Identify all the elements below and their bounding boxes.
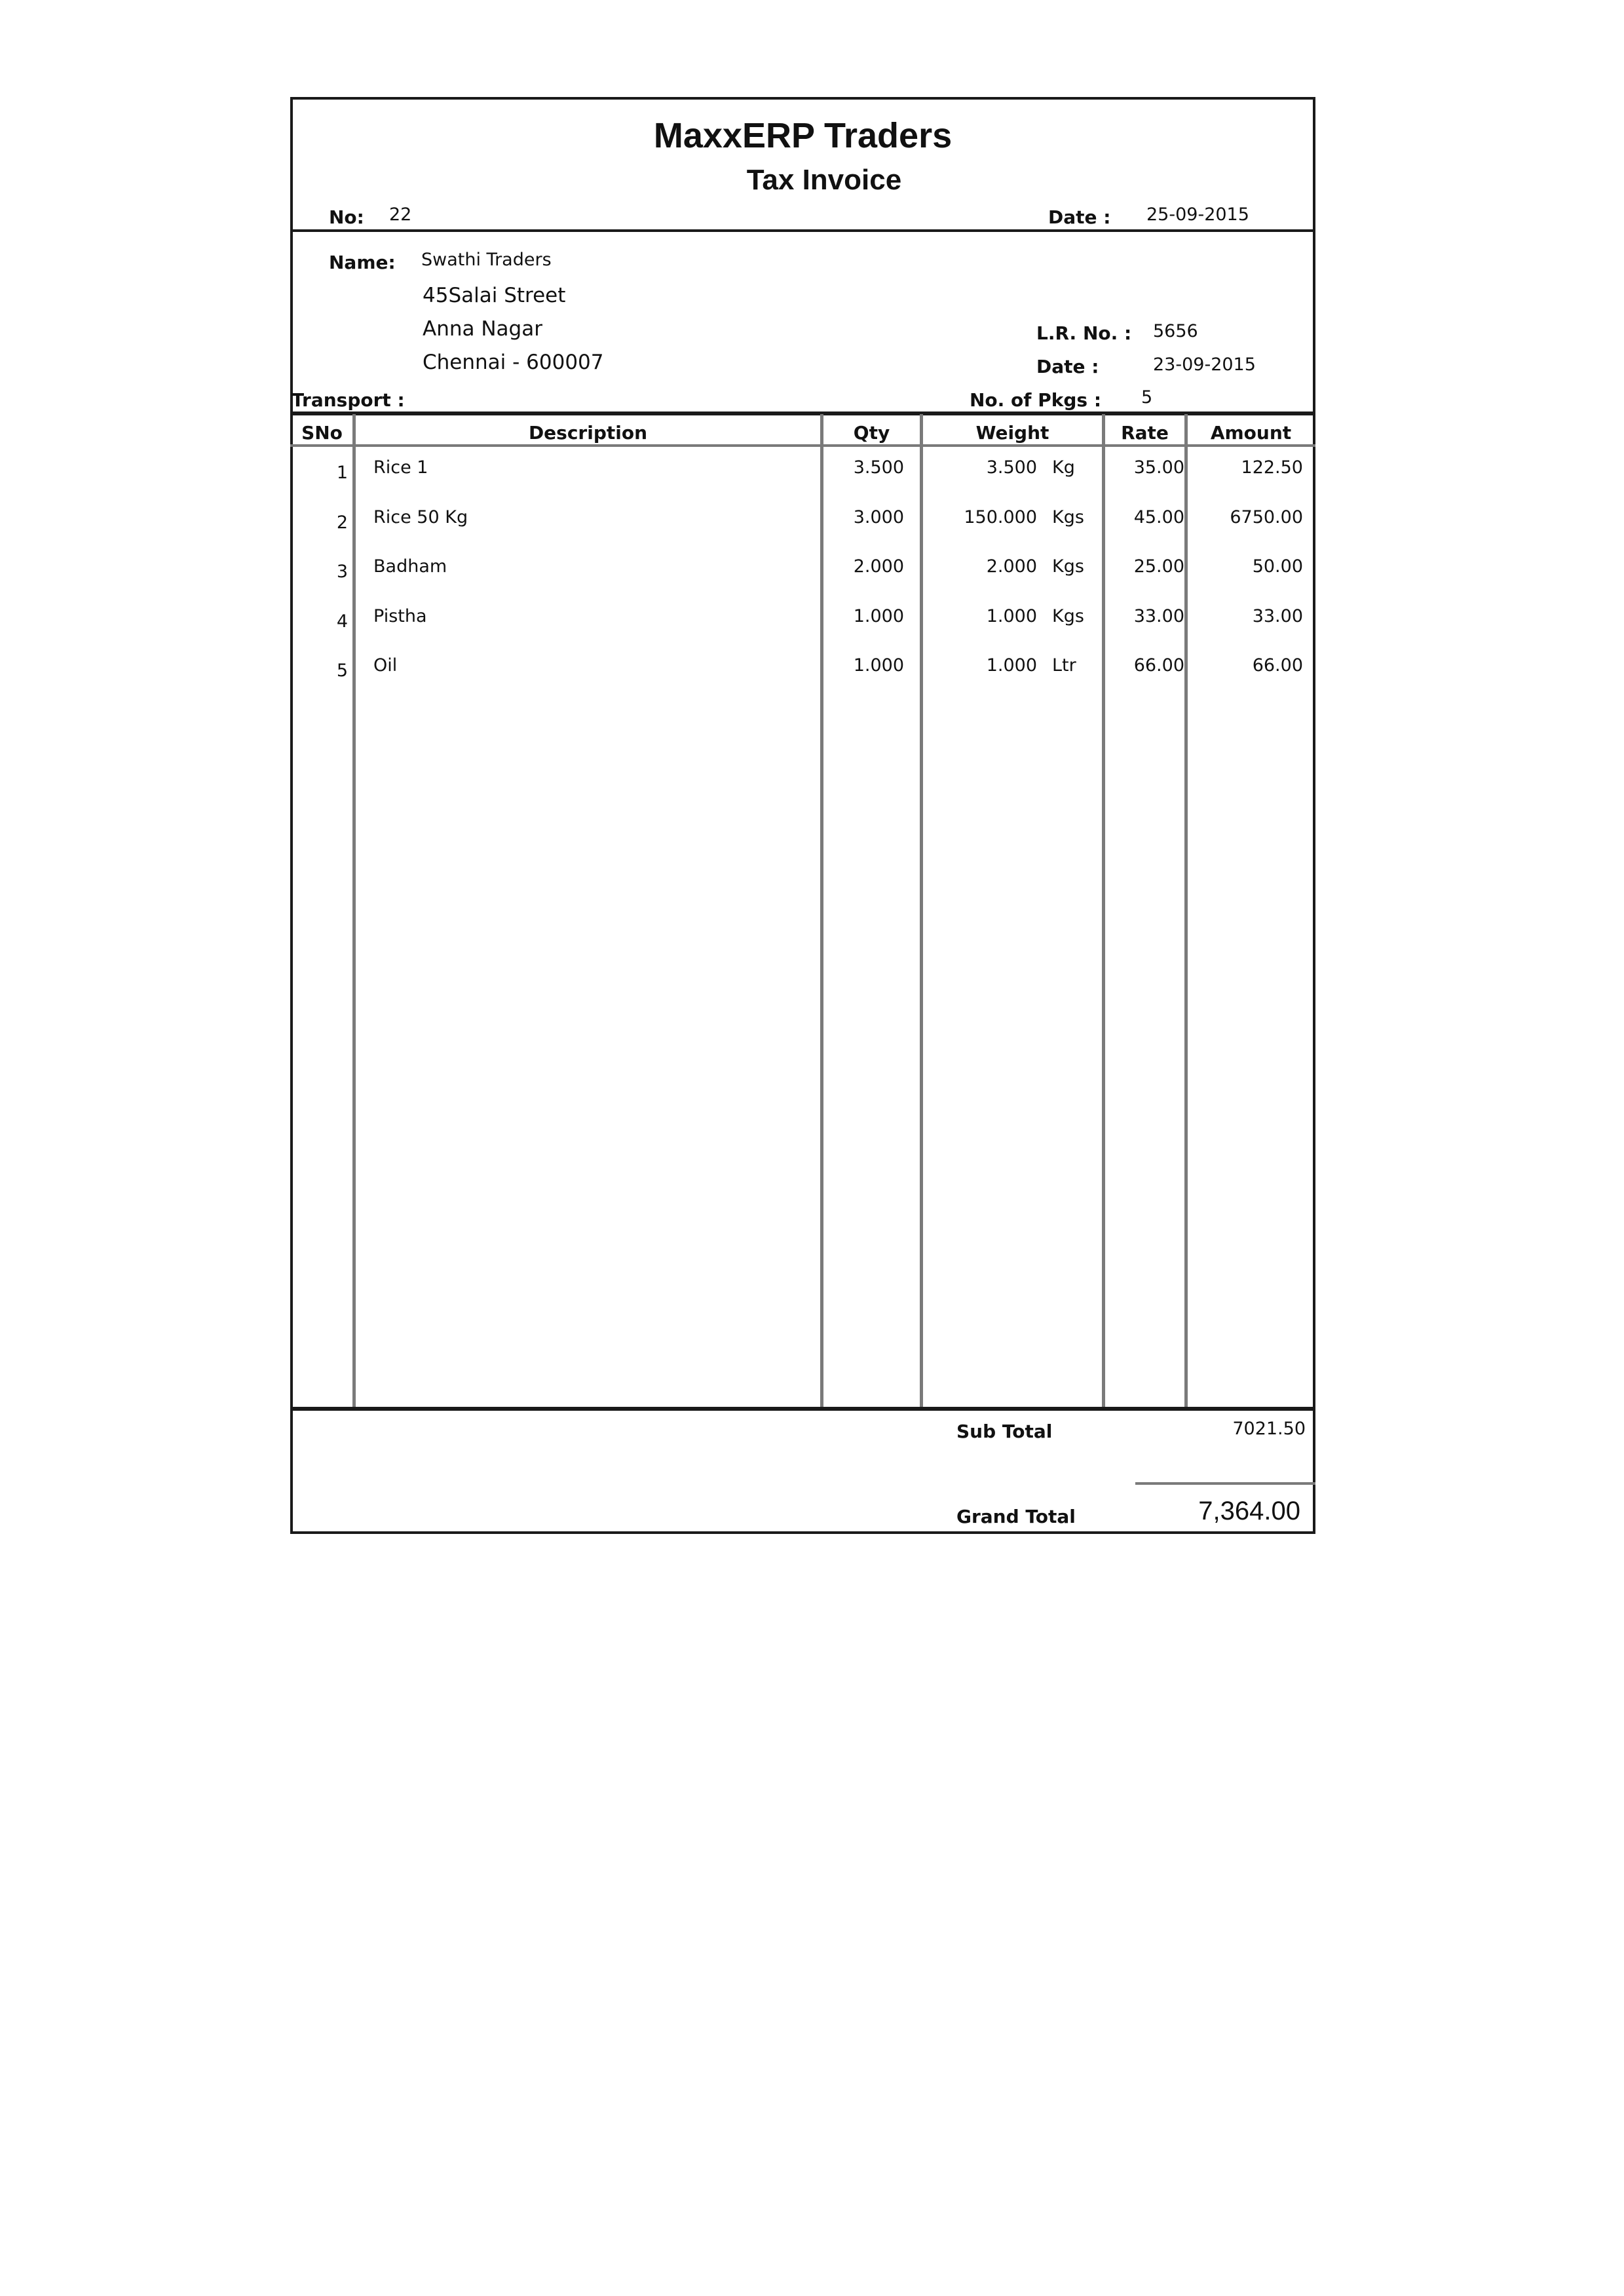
company-name: MaxxERP Traders [653,116,953,155]
row-weight: 1.000 [986,606,1037,626]
invoice-frame [290,97,1315,1534]
document-type: Tax Invoice [746,164,902,196]
lr-date: 23-09-2015 [1153,354,1256,375]
row-amount: 50.00 [1252,556,1303,577]
row-sno: 2 [336,512,348,533]
row-qty: 1.000 [853,606,904,626]
customer-name-label: Name: [329,252,396,273]
row-qty: 1.000 [853,655,904,676]
row-description: Rice 1 [373,457,428,478]
pkgs-count: 5 [1141,387,1153,408]
pkgs-label: No. of Pkgs : [970,389,1102,411]
address-line-3: Chennai - 600007 [423,351,604,374]
row-sno: 3 [336,562,348,582]
row-unit: Kgs [1052,606,1084,626]
row-unit: Kg [1052,457,1075,478]
row-qty: 3.000 [853,507,904,527]
header-sno: SNo [301,422,343,444]
lr-no-label: L.R. No. : [1036,322,1132,344]
header-divider [290,229,1315,232]
row-rate: 35.00 [1133,457,1184,478]
row-amount: 122.50 [1241,457,1303,478]
table-top-rule [290,411,1315,415]
grand-total-label: Grand Total [956,1506,1076,1527]
row-amount: 66.00 [1252,655,1303,676]
row-unit: Ltr [1052,655,1076,676]
grand-total-rule [1135,1482,1315,1485]
lr-date-label: Date : [1036,356,1099,377]
row-rate: 25.00 [1133,556,1184,577]
invoice-date-label: Date : [1048,206,1111,228]
header-weight: Weight [975,422,1049,444]
lr-no: 5656 [1153,321,1198,341]
row-description: Badham [373,556,447,577]
row-unit: Kgs [1052,507,1084,527]
row-sno: 5 [336,660,348,681]
table-header-rule [290,444,1315,447]
address-line-2: Anna Nagar [423,317,542,341]
invoice-no-label: No: [329,206,364,228]
row-weight: 150.000 [964,507,1037,527]
address-line-1: 45Salai Street [423,284,566,307]
row-sno: 1 [336,463,348,483]
customer-name: Swathi Traders [421,250,552,270]
row-description: Rice 50 Kg [373,507,468,527]
invoice-no: 22 [389,204,412,225]
transport-label: Transport : [292,389,405,411]
row-unit: Kgs [1052,556,1084,577]
row-weight: 2.000 [986,556,1037,577]
row-weight: 1.000 [986,655,1037,676]
table-bottom-rule [290,1407,1315,1411]
row-qty: 2.000 [853,556,904,577]
invoice-date: 25-09-2015 [1146,204,1249,225]
col-divider-sno [352,414,356,1410]
row-sno: 4 [336,611,348,632]
subtotal-label: Sub Total [956,1421,1053,1442]
row-rate: 66.00 [1133,655,1184,676]
grand-total-value: 7,364.00 [1198,1497,1300,1525]
row-rate: 33.00 [1133,606,1184,626]
row-description: Pistha [373,606,427,626]
row-qty: 3.500 [853,457,904,478]
header-rate: Rate [1121,422,1169,444]
subtotal-value: 7021.50 [1232,1419,1306,1439]
row-description: Oil [373,655,398,676]
row-weight: 3.500 [986,457,1037,478]
header-amount: Amount [1210,422,1292,444]
row-amount: 6750.00 [1230,507,1303,527]
row-rate: 45.00 [1133,507,1184,527]
header-description: Description [528,422,648,444]
header-qty: Qty [853,422,890,444]
row-amount: 33.00 [1252,606,1303,626]
